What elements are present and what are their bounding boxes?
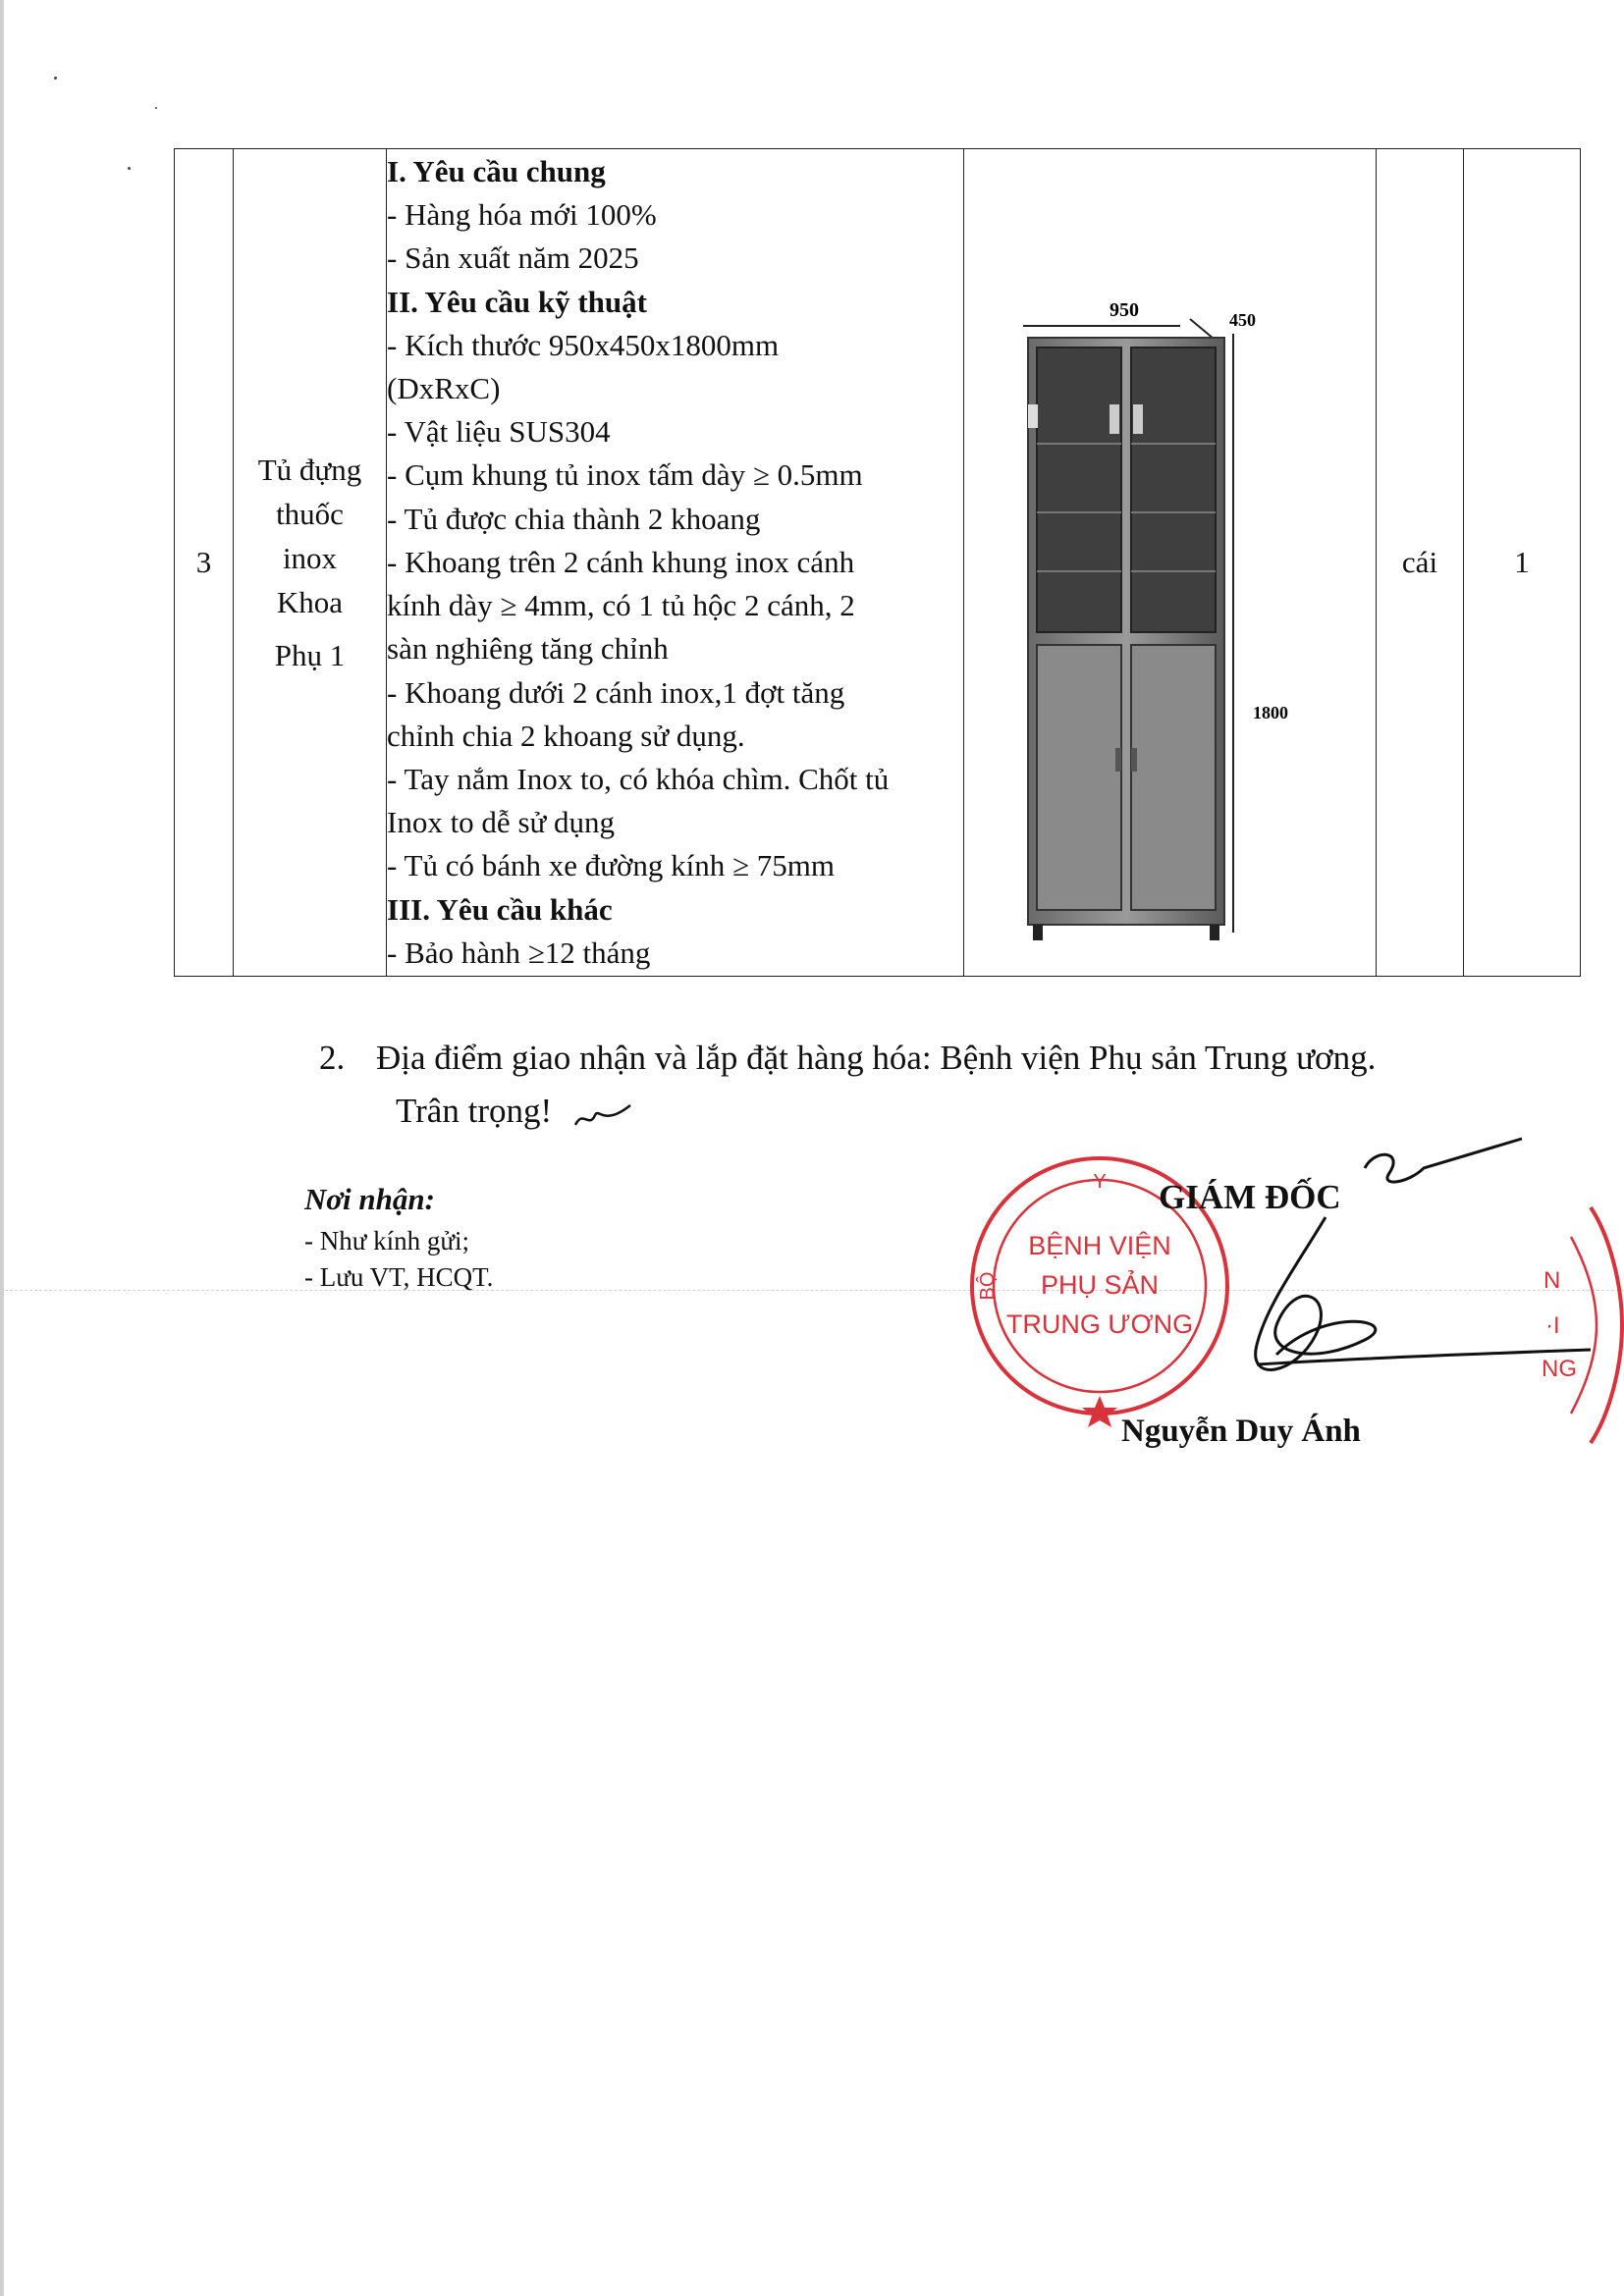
description-line: (DxRxC)	[387, 371, 501, 406]
description-line: - Vật liệu SUS304	[387, 414, 611, 450]
specification-table	[174, 148, 1581, 977]
description-line: chỉnh chia 2 khoang sử dụng.	[387, 718, 745, 753]
description-heading: I. Yêu cầu chung	[387, 154, 606, 189]
dimension-height-label: 1800	[1253, 703, 1288, 722]
item-unit: cái	[1377, 149, 1464, 977]
item-name-line: Khoa	[276, 585, 344, 619]
description-line: - Bảo hành ≥12 tháng	[387, 934, 651, 970]
signer-name: Nguyễn Duy Ánh	[1121, 1414, 1361, 1449]
description-line: - Tủ có bánh xe đường kính ≥ 75mm	[387, 848, 836, 883]
stamp-left-text: BỘ	[977, 1271, 999, 1301]
item-name-line: Phụ 1	[274, 638, 346, 672]
scan-speck	[128, 167, 131, 170]
initial-mark-icon	[573, 1099, 632, 1135]
page-edge	[0, 0, 4, 2296]
description-line: - Khoang dưới 2 cánh inox,1 đợt tăng	[387, 674, 845, 710]
scan-speck	[54, 77, 57, 80]
stamp-line: BỆNH VIỆN	[1028, 1231, 1171, 1260]
item-name-line: inox	[282, 541, 338, 575]
item-name-line: Tủ đựng	[257, 453, 362, 487]
dimension-depth-label: 450	[1229, 310, 1256, 330]
delivery-text: Địa điểm giao nhận và lắp đặt hàng hóa: Bệnh viện Phụ sản Trung ương.	[376, 1039, 1377, 1077]
description-line: - Tủ được chia thành 2 khoang	[387, 501, 761, 536]
item-description	[387, 149, 964, 977]
row-number: 3	[175, 149, 234, 977]
closing-regards: Trân trọng!	[396, 1092, 553, 1130]
cabinet-image	[964, 149, 1377, 977]
signature-title: GIÁM ĐỐC	[1159, 1178, 1341, 1216]
table-row	[175, 149, 1581, 977]
partial-stamp-text: ·I	[1545, 1312, 1560, 1339]
recipient-item: - Như kính gửi;	[304, 1226, 470, 1255]
description-line: - Khoang trên 2 cánh khung inox cánh	[387, 544, 855, 579]
delivery-number: 2.	[319, 1039, 346, 1077]
partial-stamp-text: N	[1543, 1267, 1561, 1294]
description-line: kính dày ≥ 4mm, có 1 tủ hộc 2 cánh, 2	[387, 588, 855, 623]
description-heading: III. Yêu cầu khác	[387, 891, 613, 927]
stamp-top-letter: Y	[1093, 1171, 1107, 1193]
stamp-line: PHỤ SẢN	[1040, 1270, 1160, 1300]
stamp-line: TRUNG ƯƠNG	[1005, 1309, 1194, 1339]
description-line: sàn nghiêng tăng chỉnh	[387, 631, 669, 667]
description-line: - Kích thước 950x450x1800mm	[387, 327, 780, 362]
scan-speck	[155, 107, 157, 109]
dimension-width-label: 950	[1110, 299, 1139, 321]
description-line: - Hàng hóa mới 100%	[387, 197, 657, 233]
recipient-item: - Lưu VT, HCQT.	[304, 1262, 494, 1292]
description-line: Inox to dễ sử dụng	[387, 805, 616, 840]
delivery-location	[319, 1039, 1376, 1078]
cabinet-drawing-icon	[1023, 299, 1318, 944]
partial-stamp-icon	[1532, 1178, 1624, 1472]
item-name	[234, 149, 387, 977]
recipients-title: Nơi nhận:	[304, 1182, 435, 1216]
item-quantity: 1	[1464, 149, 1581, 977]
description-line: - Sản xuất năm 2025	[387, 240, 639, 276]
description-line: - Cụm khung tủ inox tấm dày ≥ 0.5mm	[387, 457, 863, 493]
description-line: - Tay nắm Inox to, có khóa chìm. Chốt tủ	[387, 761, 890, 796]
partial-stamp-text: NG	[1542, 1356, 1577, 1382]
item-name-line: thuốc	[276, 497, 344, 531]
description-lines	[387, 150, 963, 975]
description-heading: II. Yêu cầu kỹ thuật	[387, 284, 647, 319]
